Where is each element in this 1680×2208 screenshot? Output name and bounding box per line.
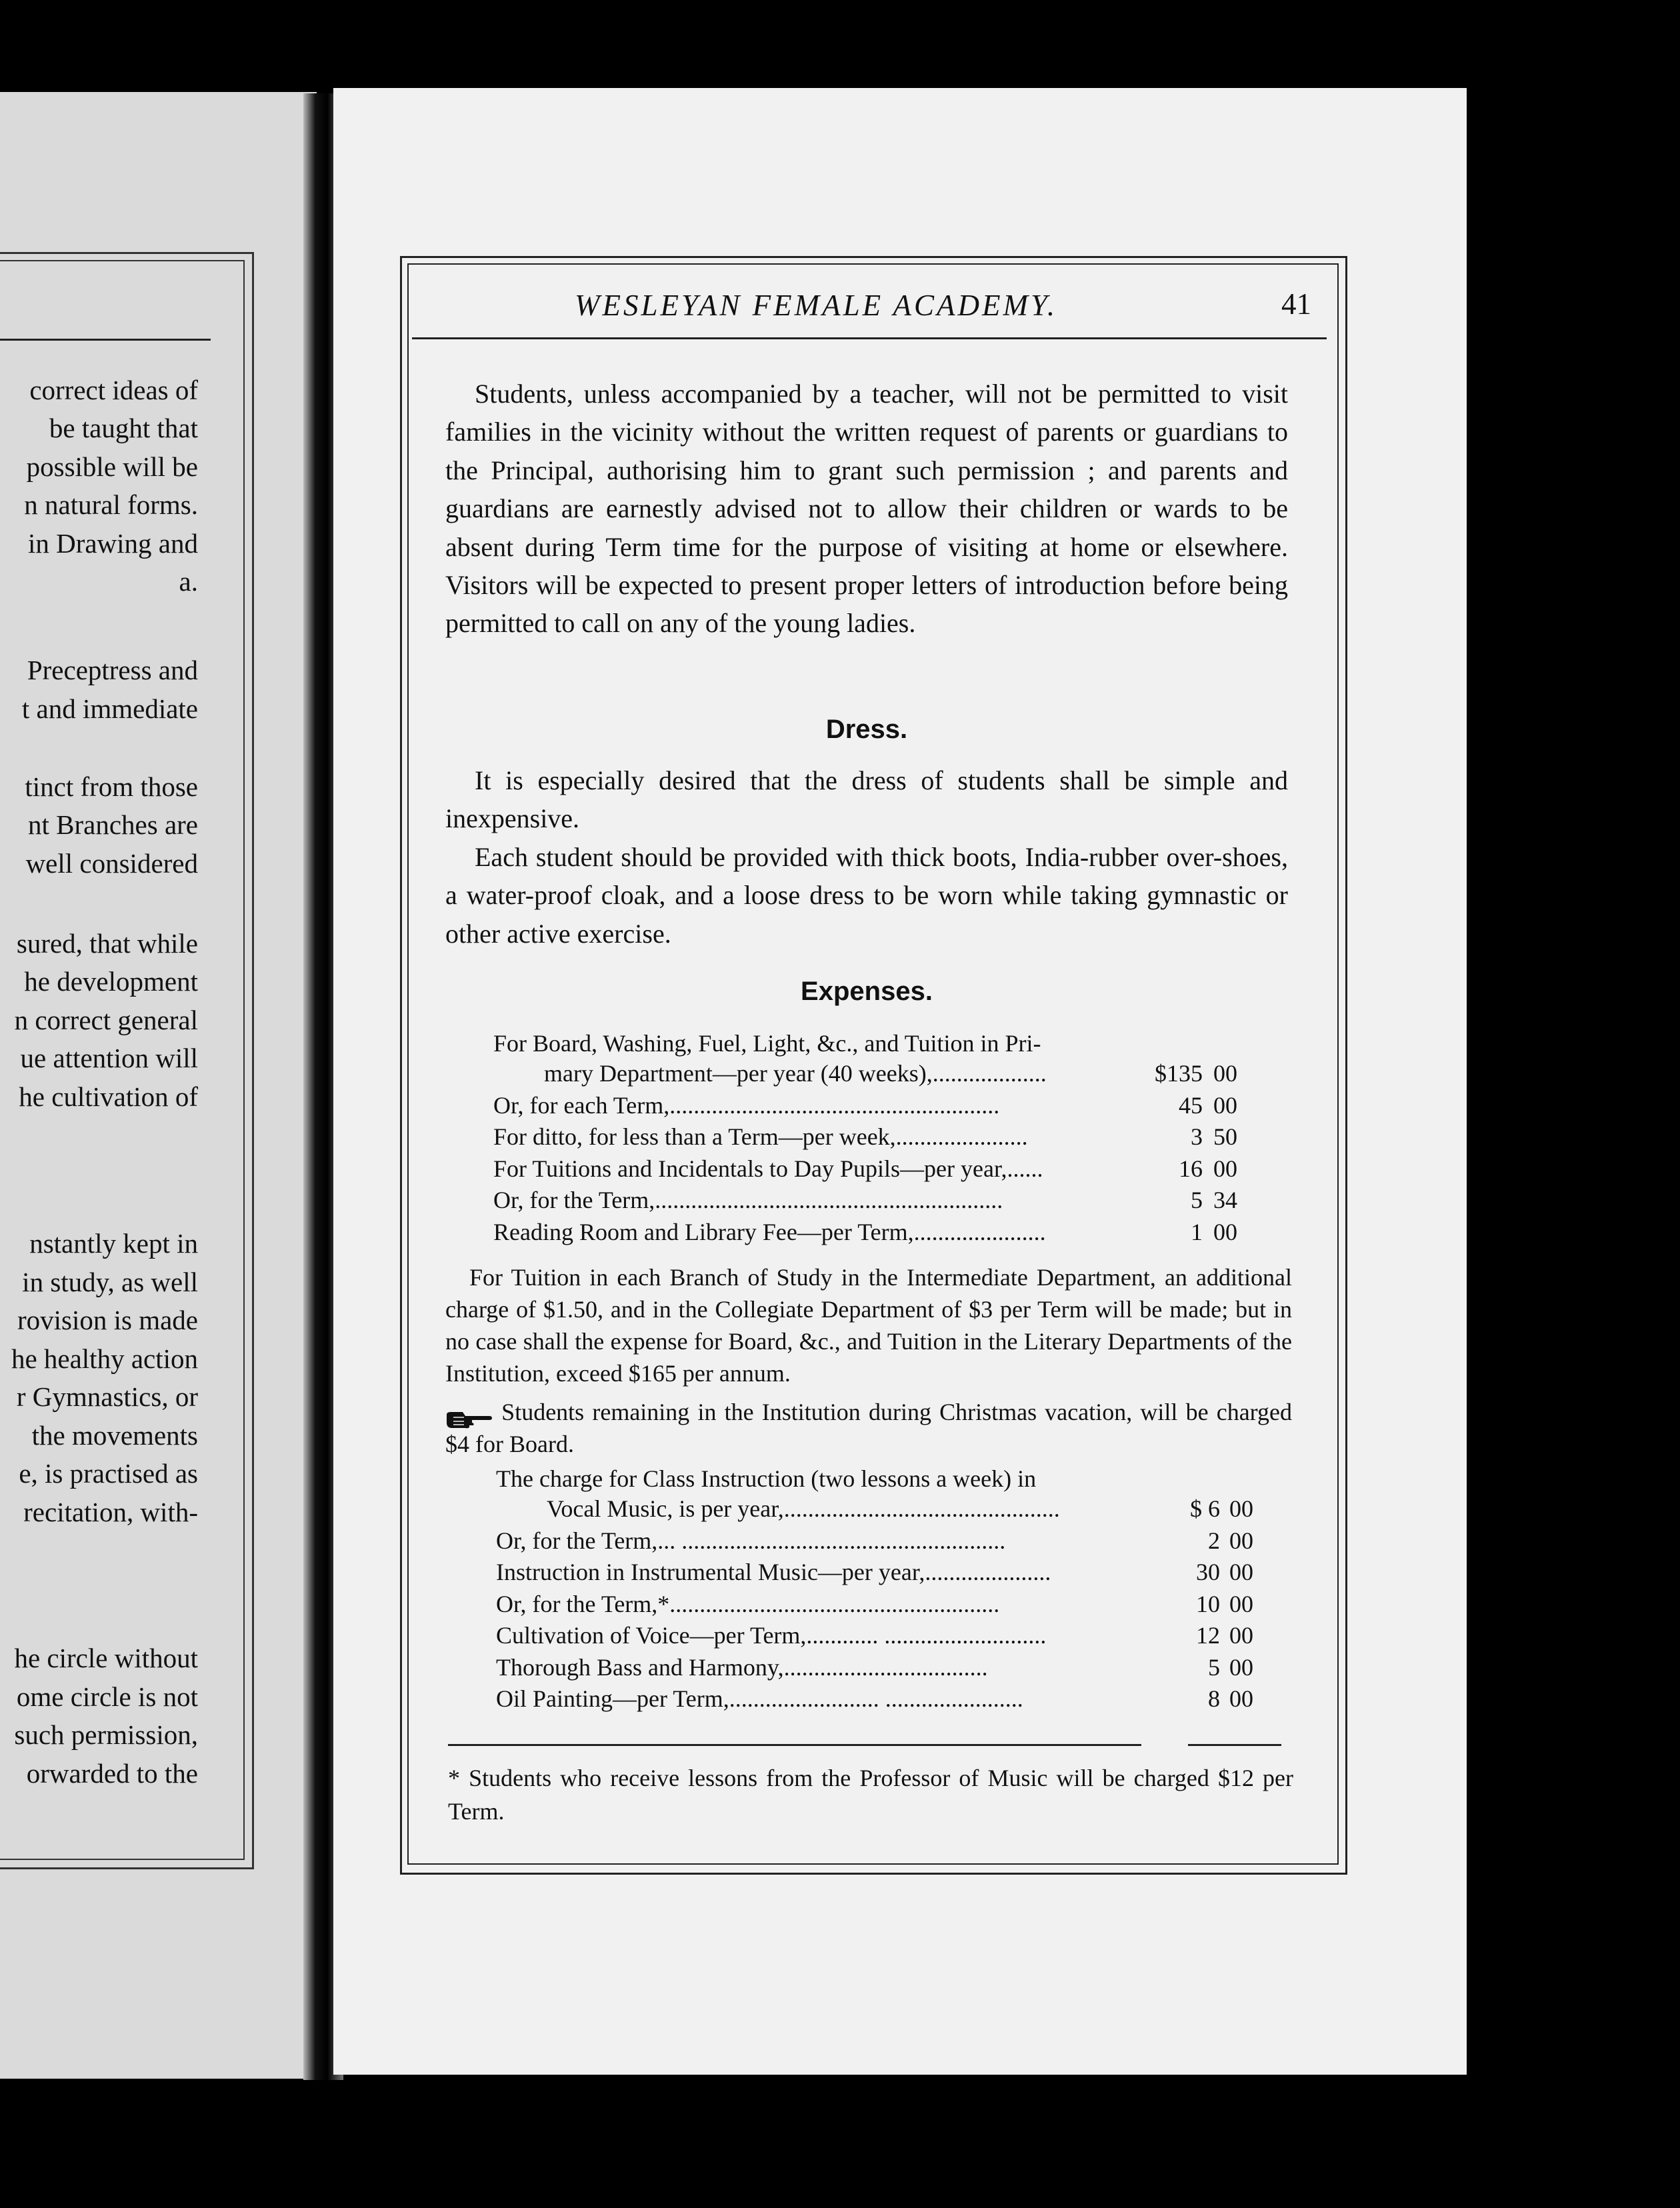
left-page-line: possible will be xyxy=(26,451,198,482)
music-footnote: * Students who receive lessons from the Professor of Music will be charged $12 per Term. xyxy=(448,1765,1293,1825)
footnote-rule-left xyxy=(448,1744,1141,1746)
fee-row xyxy=(333,1123,1400,1153)
visiting-paragraph-text: Students, unless accompanied by a teacher, will not be permitted to visit families in the vicinity without the written request of parents or guardians to the Principal, authorising him to grant such permission ; and parents and guardians are earnestly advised not to allow their children or wards to be absent during Term time for the purpose of visiting at home or elsewhere. Visitors will be expected to present proper letters of introduction before being permitted to call on any of the young ladies. xyxy=(445,379,1288,639)
fee-row xyxy=(333,1495,1400,1525)
fee-row xyxy=(333,1186,1400,1217)
left-page-line: he circle without xyxy=(14,1643,198,1673)
left-page-line: in study, as well xyxy=(22,1267,198,1297)
visiting-paragraph xyxy=(445,375,1288,643)
left-page-line: recitation, with- xyxy=(23,1497,198,1527)
left-page-line: in Drawing and xyxy=(27,528,198,559)
running-header-title: WESLEYAN FEMALE ACADEMY. xyxy=(575,289,1058,322)
board-first-line-text: For Board, Washing, Fuel, Light, &c., and Tuition in Pri- xyxy=(493,1030,1041,1057)
fee-row xyxy=(333,1059,1400,1090)
fee-cents: 00 xyxy=(1229,1590,1253,1617)
fee-dollars: 1 xyxy=(1191,1218,1203,1245)
christmas-note xyxy=(445,1396,1292,1460)
left-page-line: such permission, xyxy=(14,1719,198,1750)
left-page-line: e, is practised as xyxy=(19,1458,198,1489)
left-page-line: n natural forms. xyxy=(24,489,198,520)
fee-description: Or, for the Term,*....................................................... xyxy=(496,1590,1000,1617)
fee-description: Oil Painting—per Term,......................... ....................... xyxy=(496,1685,1023,1712)
fee-cents: 00 xyxy=(1229,1653,1253,1681)
dress-heading: Dress. xyxy=(825,715,908,744)
fee-cents: 00 xyxy=(1229,1685,1253,1712)
left-page-line: tinct from those xyxy=(25,771,198,802)
left-page-header-rule xyxy=(0,339,211,341)
fee-cents: 00 xyxy=(1229,1495,1253,1522)
left-page-line: orwarded to the xyxy=(26,1758,198,1789)
fee-description: mary Department—per year (40 weeks),................... xyxy=(544,1060,1047,1087)
book-page xyxy=(333,88,1467,2075)
fee-dollars: 8 xyxy=(1208,1685,1220,1712)
fee-row xyxy=(333,1685,1400,1715)
left-page-line: well considered xyxy=(25,848,198,879)
fee-cents: 00 xyxy=(1229,1527,1253,1554)
left-page-line: t and immediate xyxy=(21,693,198,724)
left-page-line: sured, that while xyxy=(16,928,198,959)
fee-description: Or, for each Term,....................................................... xyxy=(493,1091,1000,1119)
fee-row xyxy=(333,1527,1400,1557)
left-page-line: Preceptress and xyxy=(27,655,198,685)
fee-dollars: 12 xyxy=(1196,1622,1220,1649)
fee-cents: 00 xyxy=(1213,1218,1237,1245)
fee-dollars: 16 xyxy=(1179,1155,1203,1182)
fee-dollars: 5 xyxy=(1208,1653,1220,1681)
left-facing-page xyxy=(0,92,317,2079)
dress-paragraph-1-text: It is especially desired that the dress of students shall be simple and inexpensive. xyxy=(445,765,1288,834)
fee-row xyxy=(333,1558,1400,1589)
fee-dollars: $ 6 xyxy=(1190,1495,1220,1522)
music-first-line-text: The charge for Class Instruction (two lessons a week) in xyxy=(496,1465,1037,1492)
fee-cents: 50 xyxy=(1213,1123,1237,1150)
fee-row xyxy=(333,1155,1400,1185)
fee-description: Instruction in Instrumental Music—per year,..................... xyxy=(496,1559,1051,1585)
fee-row xyxy=(333,1621,1400,1652)
pointing-hand-icon xyxy=(445,1405,493,1424)
header-rule xyxy=(412,337,1327,339)
fee-description: Cultivation of Voice—per Term,............ ........................... xyxy=(496,1622,1047,1649)
fee-cents: 00 xyxy=(1229,1622,1253,1649)
fee-dollars: 5 xyxy=(1191,1187,1203,1213)
left-page-line: he development xyxy=(24,966,198,997)
left-page-line: he healthy action xyxy=(11,1343,198,1374)
dress-paragraph-1 xyxy=(445,761,1288,838)
fee-dollars: $135 xyxy=(1155,1060,1203,1087)
fee-cents: 00 xyxy=(1213,1060,1237,1087)
christmas-note-text: Students remaining in the Institution during Christmas vacation, will be charged $4 for Board. xyxy=(445,1399,1292,1457)
page-number: 41 xyxy=(1281,287,1311,321)
fee-row xyxy=(333,1218,1400,1249)
fee-row xyxy=(333,1091,1400,1122)
left-page-line: he cultivation of xyxy=(19,1081,198,1112)
tuition-note: For Tuition in each Branch of Study in the Intermediate Department, an additional charge of $1.50, and in the Collegiate Department of $3 per Term will be made; but in no case shall the expense for Board, &c., and Tuition in the Literary Departments of the Institution, exceed $165 per annum. xyxy=(445,1264,1292,1387)
left-page-line: correct ideas of xyxy=(29,375,198,405)
fee-description: For ditto, for less than a Term—per week,...................... xyxy=(493,1123,1028,1150)
fee-description: Thorough Bass and Harmony,.................................. xyxy=(496,1653,988,1681)
left-page-line: r Gymnastics, or xyxy=(16,1381,198,1412)
fee-cents: 00 xyxy=(1213,1155,1237,1182)
fee-dollars: 3 xyxy=(1191,1123,1203,1150)
fee-cents: 34 xyxy=(1213,1187,1237,1213)
left-page-line: a. xyxy=(179,566,198,597)
fee-dollars: 45 xyxy=(1179,1091,1203,1119)
fee-dollars: 10 xyxy=(1196,1590,1220,1617)
expenses-heading: Expenses. xyxy=(801,977,933,1006)
dress-paragraph-2 xyxy=(445,838,1288,953)
fee-cents: 00 xyxy=(1213,1091,1237,1119)
left-page-line: be taught that xyxy=(49,413,198,443)
fee-dollars: 30 xyxy=(1196,1559,1220,1585)
fee-dollars: 2 xyxy=(1208,1527,1220,1554)
fee-row xyxy=(333,1653,1400,1684)
left-page-line: rovision is made xyxy=(17,1305,198,1335)
footnote-rule-right xyxy=(1188,1744,1281,1746)
left-page-line: nstantly kept in xyxy=(29,1228,198,1259)
fee-description: Or, for the Term,.......................................................... xyxy=(493,1187,1003,1213)
fee-cents: 00 xyxy=(1229,1559,1253,1585)
left-page-line: ome circle is not xyxy=(16,1681,198,1712)
fee-description: Reading Room and Library Fee—per Term,...................... xyxy=(493,1218,1046,1245)
left-page-line: n correct general xyxy=(14,1005,198,1035)
left-page-line: nt Branches are xyxy=(28,809,198,840)
fee-row xyxy=(333,1590,1400,1621)
fee-description: Or, for the Term,... ...................................................... xyxy=(496,1527,1006,1554)
dress-paragraph-2-text: Each student should be provided with thick boots, India-rubber over-shoes, a water-proof cloak, and a loose dress to be worn while taking gymnastic or other active exercise. xyxy=(445,842,1288,949)
fee-description: For Tuitions and Incidentals to Day Pupils—per year,...... xyxy=(493,1155,1043,1182)
left-page-line: ue attention will xyxy=(20,1043,198,1073)
fee-description: Vocal Music, is per year,.............................................. xyxy=(547,1495,1060,1522)
left-page-line: the movements xyxy=(31,1420,198,1451)
